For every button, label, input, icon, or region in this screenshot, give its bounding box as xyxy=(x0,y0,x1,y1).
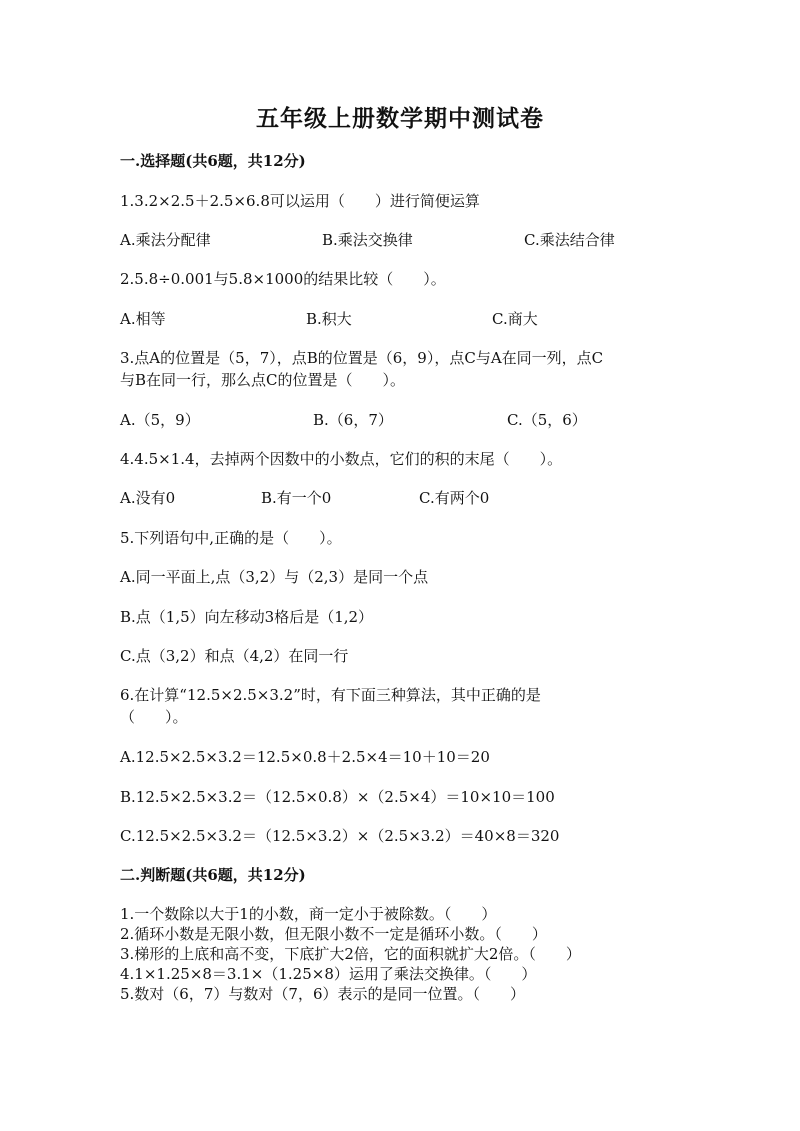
question-2: 2.5.8÷0.001与5.8×1000的结果比较（ ）。 xyxy=(120,270,446,288)
q2-option-c: C.商大 xyxy=(492,310,538,328)
question-3-line-2: 与B在同一行，那么点C的位置是（ ）。 xyxy=(120,371,406,389)
question-6-line-1: 6.在计算“12.5×2.5×3.2”时，有下面三种算法，其中正确的是 xyxy=(120,686,541,704)
section-heading-choice: 一.选择题(共6题，共12分) xyxy=(120,152,306,170)
judgment-item: 4.1×1.25×8＝3.1×（1.25×8）运用了乘法交换律。（ ） xyxy=(120,965,537,983)
q1-option-a: A.乘法分配律 xyxy=(120,231,211,249)
q1-option-c: C.乘法结合律 xyxy=(524,231,615,249)
q3-option-b: B.（6，7） xyxy=(313,411,393,429)
q3-option-a: A.（5，9） xyxy=(120,411,200,429)
judgment-item: 3.梯形的上底和高不变，下底扩大2倍，它的面积就扩大2倍。（ ） xyxy=(120,945,581,963)
judgment-item: 5.数对（6，7）与数对（7，6）表示的是同一位置。（ ） xyxy=(120,985,525,1003)
q2-option-b: B.积大 xyxy=(306,310,352,328)
question-1: 1.3.2×2.5＋2.5×6.8可以运用（ ）进行简便运算 xyxy=(120,192,480,210)
q5-option-b: B.点（1,5）向左移动3格后是（1,2） xyxy=(120,608,374,626)
q5-option-a: A.同一平面上,点（3,2）与（2,3）是同一个点 xyxy=(120,568,429,586)
judgment-item: 1.一个数除以大于1的小数，商一定小于被除数。（ ） xyxy=(120,905,497,923)
q4-option-c: C.有两个0 xyxy=(419,489,490,507)
judgment-item: 2.循环小数是无限小数，但无限小数不一定是循环小数。（ ） xyxy=(120,925,547,943)
q6-option-a: A.12.5×2.5×3.2＝12.5×0.8＋2.5×4＝10＋10＝20 xyxy=(120,748,490,766)
question-5: 5.下列语句中,正确的是（ ）。 xyxy=(120,529,342,547)
question-3-line-1: 3.点A的位置是（5，7），点B的位置是（6，9），点C与A在同一列，点C xyxy=(120,349,604,367)
q2-option-a: A.相等 xyxy=(120,310,166,328)
question-4: 4.4.5×1.4，去掉两个因数中的小数点，它们的积的末尾（ ）。 xyxy=(120,450,563,468)
section-heading-judgment: 二.判断题(共6题，共12分) xyxy=(120,866,306,884)
q5-option-c: C.点（3,2）和点（4,2）在同一行 xyxy=(120,647,349,665)
q3-option-c: C.（5，6） xyxy=(507,411,587,429)
q6-option-c: C.12.5×2.5×3.2＝（12.5×3.2）×（2.5×3.2）＝40×8＝320 xyxy=(120,827,560,845)
question-6-line-2: （ ）。 xyxy=(120,708,188,726)
q4-option-a: A.没有0 xyxy=(120,489,176,507)
q1-option-b: B.乘法交换律 xyxy=(322,231,413,249)
exam-title: 五年级上册数学期中测试卷 xyxy=(256,105,544,132)
q6-option-b: B.12.5×2.5×3.2＝（12.5×0.8）×（2.5×4）＝10×10＝100 xyxy=(120,788,555,806)
q4-option-b: B.有一个0 xyxy=(261,489,332,507)
